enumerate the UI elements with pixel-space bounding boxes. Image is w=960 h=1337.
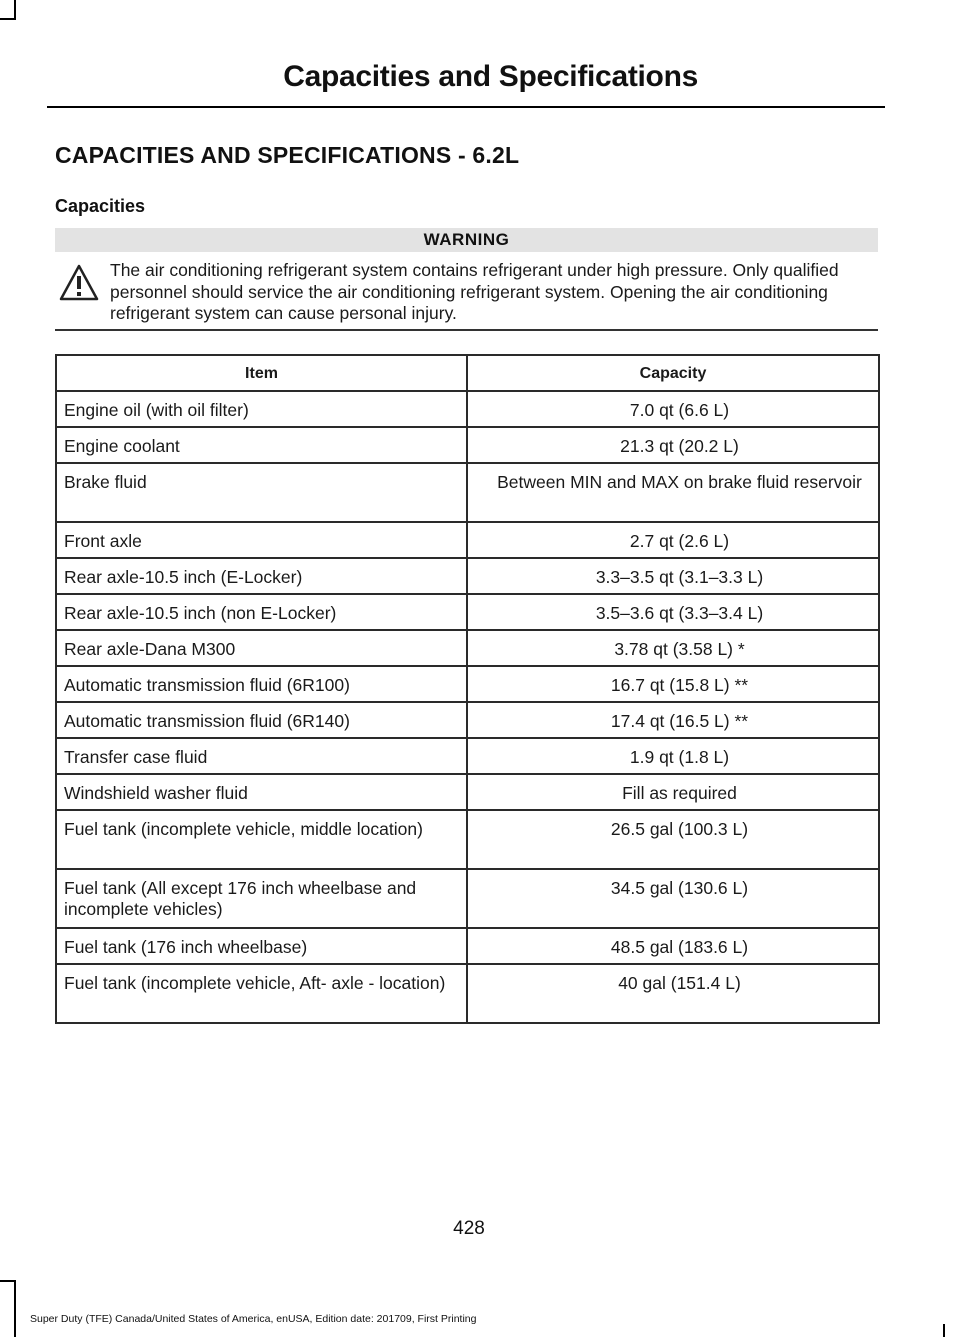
item-cell: Engine oil (with oil filter) [56,391,467,427]
capacities-table [55,354,880,1024]
capacity-cell: 21.3 qt (20.2 L) [467,427,879,463]
item-cell: Fuel tank (incomplete vehicle, Aft- axle - location) [56,964,467,1023]
item-cell: Rear axle-10.5 inch (non E-Locker) [56,594,467,630]
crop-mark-bottom-right [943,1324,945,1337]
table-row [56,630,879,666]
page-header-title: Capacities and Specifications [283,60,698,93]
capacity-cell: 48.5 gal (183.6 L) [467,928,879,964]
footer-text: Super Duty (TFE) Canada/United States of America, enUSA, Edition date: 201709, First Printing [30,1313,477,1325]
warning-label: WARNING [55,228,878,252]
item-cell: Transfer case fluid [56,738,467,774]
capacity-cell: 34.5 gal (130.6 L) [467,869,879,928]
item-cell: Fuel tank (176 inch wheelbase) [56,928,467,964]
crop-mark-bottom-left-h [0,1280,16,1282]
table-row [56,928,879,964]
warning-text: The air conditioning refrigerant system contains refrigerant under high pressure. Only qualified personnel should service the air conditioning refrigerant system. Opening the air conditioning refrigerant system can cause personal injury. [110,260,839,323]
capacity-cell: Between MIN and MAX on brake fluid reservoir [467,463,879,522]
table-row [56,774,879,810]
item-cell: Rear axle-10.5 inch (E-Locker) [56,558,467,594]
item-cell: Automatic transmission fluid (6R140) [56,702,467,738]
item-cell: Engine coolant [56,427,467,463]
capacity-cell: 2.7 qt (2.6 L) [467,522,879,558]
table-row [56,391,879,427]
table-header-row [56,355,879,391]
table-row [56,463,879,522]
table-row [56,702,879,738]
item-cell: Fuel tank (incomplete vehicle, middle location) [56,810,467,869]
capacity-cell: 17.4 qt (16.5 L) ** [467,702,879,738]
item-cell: Brake fluid [56,463,467,522]
item-cell: Front axle [56,522,467,558]
table-row [56,869,879,928]
item-cell: Windshield washer fluid [56,774,467,810]
item-cell: Automatic transmission fluid (6R100) [56,666,467,702]
header-rule [47,106,885,108]
crop-mark-top-left-h [0,18,16,20]
column-header-item: Item [56,355,467,391]
warning-triangle-icon [58,263,100,303]
table-row [56,558,879,594]
section-title: CAPACITIES AND SPECIFICATIONS - 6.2L [55,142,520,168]
table-row [56,522,879,558]
table-row [56,964,879,1023]
warning-rule [55,329,878,331]
table-row [56,427,879,463]
table-row [56,594,879,630]
column-header-capacity: Capacity [467,355,879,391]
page-number: 428 [453,1218,485,1239]
crop-mark-top-left [14,0,16,20]
capacity-cell: 16.7 qt (15.8 L) ** [467,666,879,702]
item-cell: Rear axle-Dana M300 [56,630,467,666]
table-row [56,666,879,702]
table-row [56,810,879,869]
capacity-cell: Fill as required [467,774,879,810]
capacity-cell: 3.3–3.5 qt (3.1–3.3 L) [467,558,879,594]
subsection-title: Capacities [55,196,146,216]
crop-mark-bottom-left [14,1280,16,1337]
table-row [56,738,879,774]
capacity-cell: 3.5–3.6 qt (3.3–3.4 L) [467,594,879,630]
capacity-cell: 3.78 qt (3.58 L) * [467,630,879,666]
item-cell: Fuel tank (All except 176 inch wheelbase and incomplete vehicles) [56,869,467,928]
capacity-cell: 40 gal (151.4 L) [467,964,879,1023]
capacity-cell: 7.0 qt (6.6 L) [467,391,879,427]
capacity-cell: 1.9 qt (1.8 L) [467,738,879,774]
capacity-cell: 26.5 gal (100.3 L) [467,810,879,869]
